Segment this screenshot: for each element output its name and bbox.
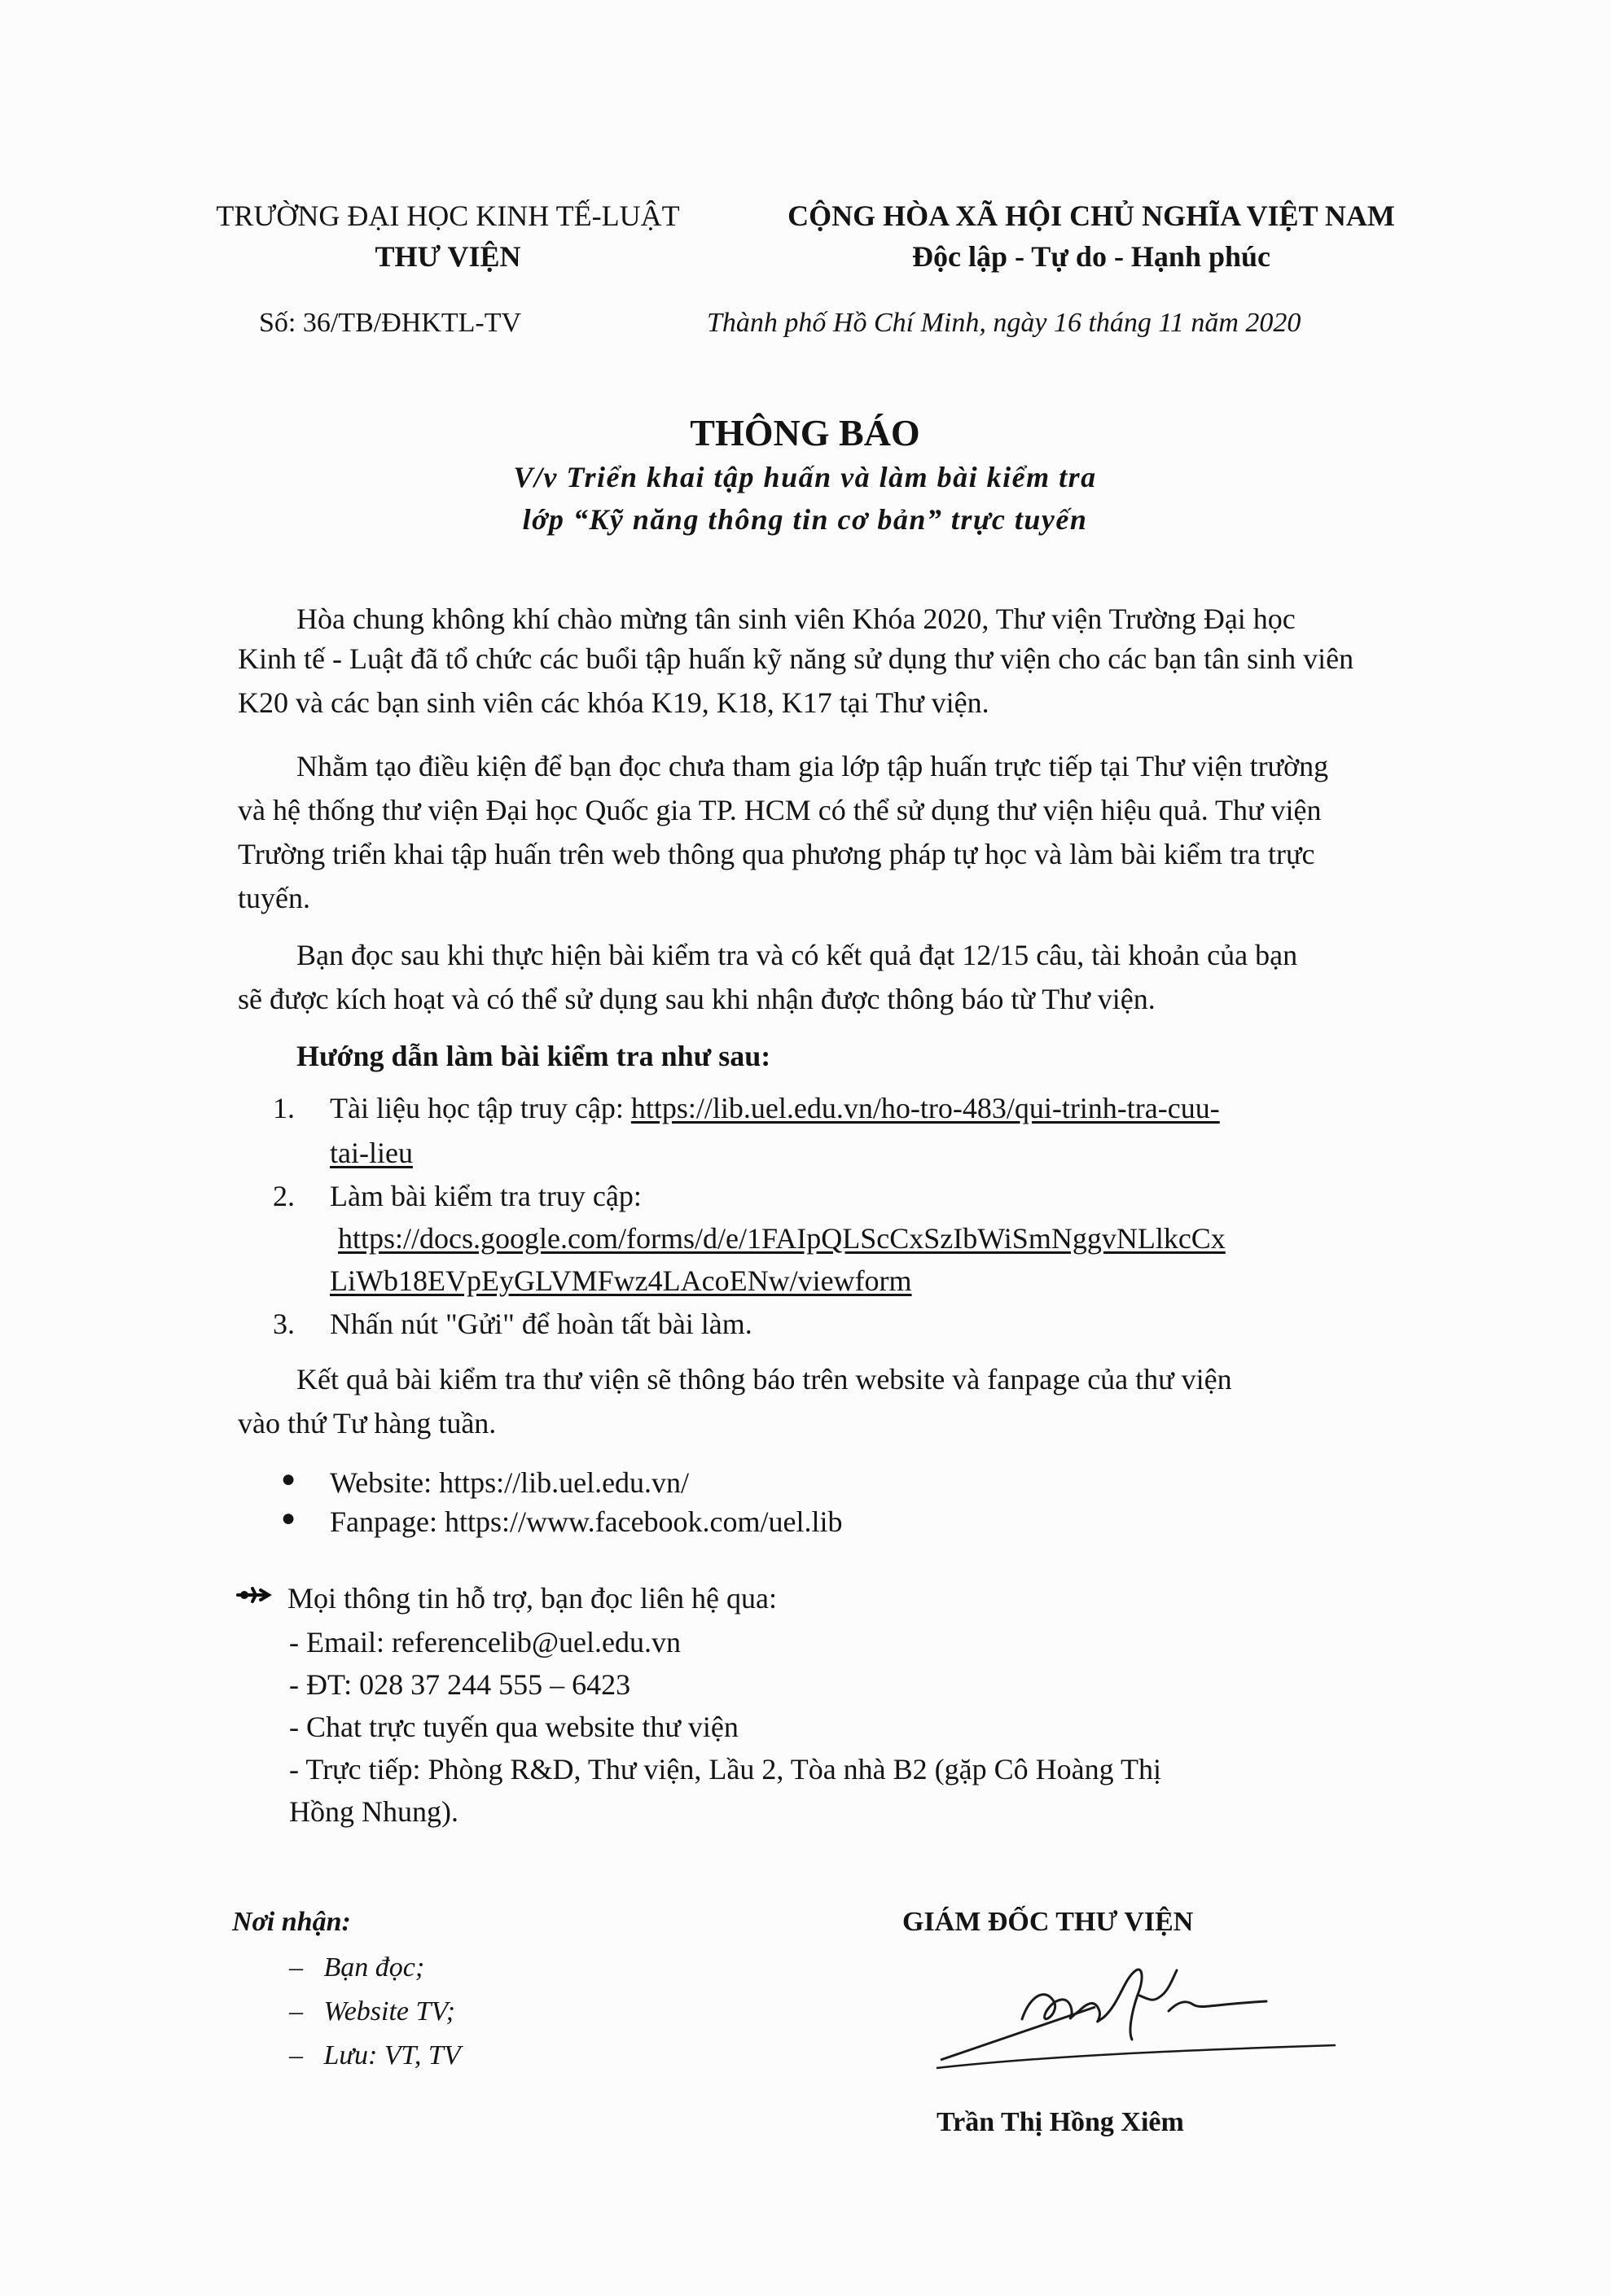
support-phone: - ĐT: 028 37 244 555 – 6423 (289, 1668, 631, 1701)
recipient-item-label: Lưu: VT, TV (323, 2040, 461, 2070)
signatory-title: GIÁM ĐỐC THƯ VIỆN (902, 1907, 1194, 1937)
recipient-item: – Bạn đọc; (289, 1952, 425, 1983)
instructions-heading: Hướng dẫn làm bài kiểm tra như sau: (296, 1040, 771, 1072)
paragraph-purpose-line4: tuyến. (238, 882, 310, 914)
results-line1: Kết quả bài kiểm tra thư viện sẽ thông báo trên website và fanpage của thư viện (296, 1363, 1232, 1396)
document-title: THÔNG BÁO (690, 412, 920, 454)
document-number: Số: 36/TB/ĐHKTL-TV (259, 308, 522, 338)
paragraph-purpose-line2: và hệ thống thư viện Đại học Quốc gia TP. HCM có thể sử dụng thư viện hiệu quả. Thư viện (238, 794, 1322, 826)
step-1-number: 1. (273, 1092, 295, 1124)
national-motto: Độc lập - Tự do - Hạnh phúc (911, 240, 1271, 273)
recipient-item: – Website TV; (289, 1996, 455, 2027)
national-motto-block (717, 195, 1466, 277)
department-name: THƯ VIỆN (375, 240, 521, 273)
support-heading-row (236, 1581, 777, 1615)
step-2-text: Làm bài kiểm tra truy cập: (330, 1180, 642, 1212)
recipient-item-label: Website TV; (323, 1996, 455, 2027)
step-3-number: 3. (273, 1308, 295, 1340)
paragraph-intro-line2: Kinh tế - Luật đã tổ chức các buổi tập huấn kỹ năng sử dụng thư viện cho các bạn tân sinh viên (238, 642, 1354, 675)
signatory-name: Trần Thị Hồng Xiêm (937, 2107, 1184, 2137)
document-subtitle-line1: V/v Triển khai tập huấn và làm bài kiểm tra (513, 461, 1097, 493)
support-chat: - Chat trực tuyến qua website thư viện (289, 1711, 739, 1743)
quiz-form-link-cont[interactable]: LiWb18EVpEyGLVMFwz4LAcoENw/viewform (330, 1264, 912, 1297)
study-material-link[interactable]: https://lib.uel.edu.vn/ho-tro-483/qui-trinh-tra-cuu- (630, 1092, 1220, 1124)
results-line2: vào thứ Tư hàng tuần. (238, 1407, 497, 1439)
step-3-text: Nhấn nút "Gửi" để hoàn tất bài làm. (330, 1308, 752, 1340)
paragraph-activation-line1: Bạn đọc sau khi thực hiện bài kiểm tra và có kết quả đạt 12/15 câu, tài khoản của bạn (296, 939, 1298, 971)
paragraph-intro-line3: K20 và các bạn sinh viên các khóa K19, K18, K17 tại Thư viện. (238, 686, 989, 719)
support-direct-line2: Hồng Nhung). (289, 1795, 458, 1828)
website-text: Website: https://lib.uel.edu.vn/ (330, 1466, 690, 1499)
study-material-link-cont[interactable]: tai-lieu (330, 1137, 413, 1169)
organization-block (179, 195, 717, 277)
handwritten-signature (924, 1954, 1348, 2080)
quiz-form-link[interactable]: https://docs.google.com/forms/d/e/1FAIpQLScCxSzIbWiSmNggvNLlkcCx (338, 1222, 1226, 1255)
paragraph-activation-line2: sẽ được kích hoạt và có thể sử dụng sau khi nhận được thông báo từ Thư viện. (238, 983, 1156, 1015)
step-2-number: 2. (273, 1180, 295, 1212)
recipients-heading: Nơi nhận: (232, 1907, 351, 1937)
fanpage-text: Fanpage: https://www.facebook.com/uel.lib (330, 1505, 843, 1538)
support-heading: Mọi thông tin hỗ trợ, bạn đọc liên hệ qua: (287, 1582, 777, 1615)
step-1-text (330, 1091, 1220, 1125)
nation-name: CỘNG HÒA XÃ HỘI CHỦ NGHĨA VIỆT NAM (787, 199, 1395, 232)
bullet-icon: ● (281, 1505, 296, 1531)
recipient-item: – Lưu: VT, TV (289, 2040, 461, 2070)
place-date: Thành phố Hồ Chí Minh, ngày 16 tháng 11 năm 2020 (707, 308, 1301, 338)
step-1-label: Tài liệu học tập truy cập: (330, 1092, 631, 1124)
paragraph-intro-line1: Hòa chung không khí chào mừng tân sinh viên Khóa 2020, Thư viện Trường Đại học (296, 602, 1296, 635)
document-subtitle-line2: lớp “Kỹ năng thông tin cơ bản” trực tuyến (522, 503, 1088, 536)
recipient-item-label: Bạn đọc; (323, 1952, 425, 1983)
paragraph-purpose-line3: Trường triển khai tập huấn trên web thông qua phương pháp tự học và làm bài kiểm tra trực (238, 838, 1315, 870)
paragraph-purpose-line1: Nhằm tạo điều kiện để bạn đọc chưa tham gia lớp tập huấn trực tiếp tại Thư viện trường (296, 750, 1329, 782)
bullet-icon: ● (281, 1466, 296, 1492)
support-email: - Email: referencelib@uel.edu.vn (289, 1626, 681, 1658)
support-direct-line1: - Trực tiếp: Phòng R&D, Thư viện, Lầu 2, Tòa nhà B2 (gặp Cô Hoàng Thị (289, 1753, 1161, 1786)
university-name: TRƯỜNG ĐẠI HỌC KINH TẾ-LUẬT (216, 199, 680, 232)
pointing-hand-icon (236, 1581, 280, 1615)
